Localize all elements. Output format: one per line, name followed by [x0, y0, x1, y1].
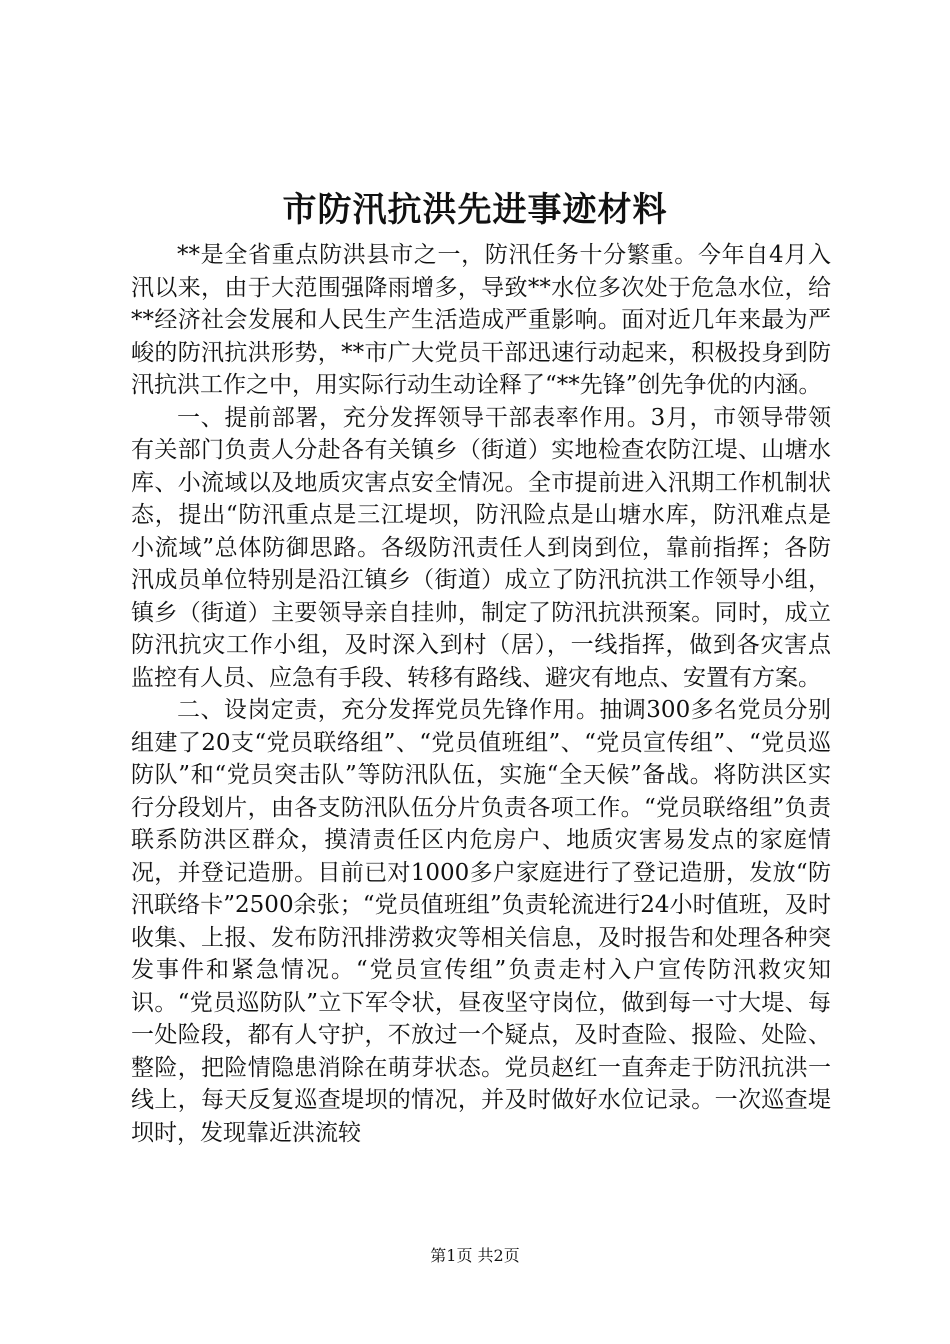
- paragraph-section-2: 二、设岗定责，充分发挥党员先锋作用。抽调300多名党员分别组建了20支“党员联络组”、“党员值班组”、“党员宣传组”、“党员巡防队”和“党员突击队”等防汛队伍，实施“全天候”备战。将防洪区实行分段划片，由各支防汛队伍分片负责各项工作。“党员联络组”负责联系防洪区群众，摸清责任区内危房户、地质灾害易发点的家庭情况，并登记造册。目前已对1000多户家庭进行了登记造册，发放“防汛联络卡”2500余张；“党员值班组”负责轮流进行24小时值班，及时收集、上报、发布防汛排涝救灾等相关信息，及时报告和处理各种突发事件和紧急情况。“党员宣传组”负责走村入户宣传防汛救灾知识。“党员巡防队”立下军令状，昼夜坚守岗位，做到每一寸大堤、每一处险段，都有人守护，不放过一个疑点，及时查险、报险、处险、整险，把险情隐患消除在萌芽状态。党员赵红一直奔走于防汛抗洪一线上，每天反复巡查堤坝的情况，并及时做好水位记录。一次巡查堤坝时，发现靠近洪流较: [131, 697, 831, 1146]
- paragraph-intro: **是全省重点防洪县市之一，防汛任务十分繁重。今年自4月入汛以来，由于大范围强降雨增多，导致**水位多次处于危急水位，给**经济社会发展和人民生产生活造成严重影响。面对近几年来最为严峻的防汛抗洪形势，**市广大党员干部迅速行动起来，积极投身到防汛抗洪工作之中，用实际行动生动诠释了“**先锋”创先争优的内涵。: [131, 242, 831, 398]
- page-number-footer: 第1页 共2页: [430, 1246, 520, 1265]
- document-title: 市防汛抗洪先进事迹材料: [282, 190, 668, 230]
- document-body: [131, 239, 831, 1149]
- paragraph-section-1: 一、提前部署，充分发挥领导干部表率作用。3月，市领导带领有关部门负责人分赴各有关镇乡（街道）实地检查农防江堤、山塘水库、小流域以及地质灾害点安全情况。全市提前进入汛期工作机制状态，提出“防汛重点是三江堤坝，防汛险点是山塘水库，防汛难点是小流域”总体防御思路。各级防汛责任人到岗到位，靠前指挥；各防汛成员单位特别是沿江镇乡（街道）成立了防汛抗洪工作领导小组，镇乡（街道）主要领导亲自挂帅，制定了防汛抗洪预案。同时，成立防汛抗灾工作小组，及时深入到村（居），一线指挥，做到各灾害点监控有人员、应急有手段、转移有路线、避灾有地点、安置有方案。: [131, 404, 831, 691]
